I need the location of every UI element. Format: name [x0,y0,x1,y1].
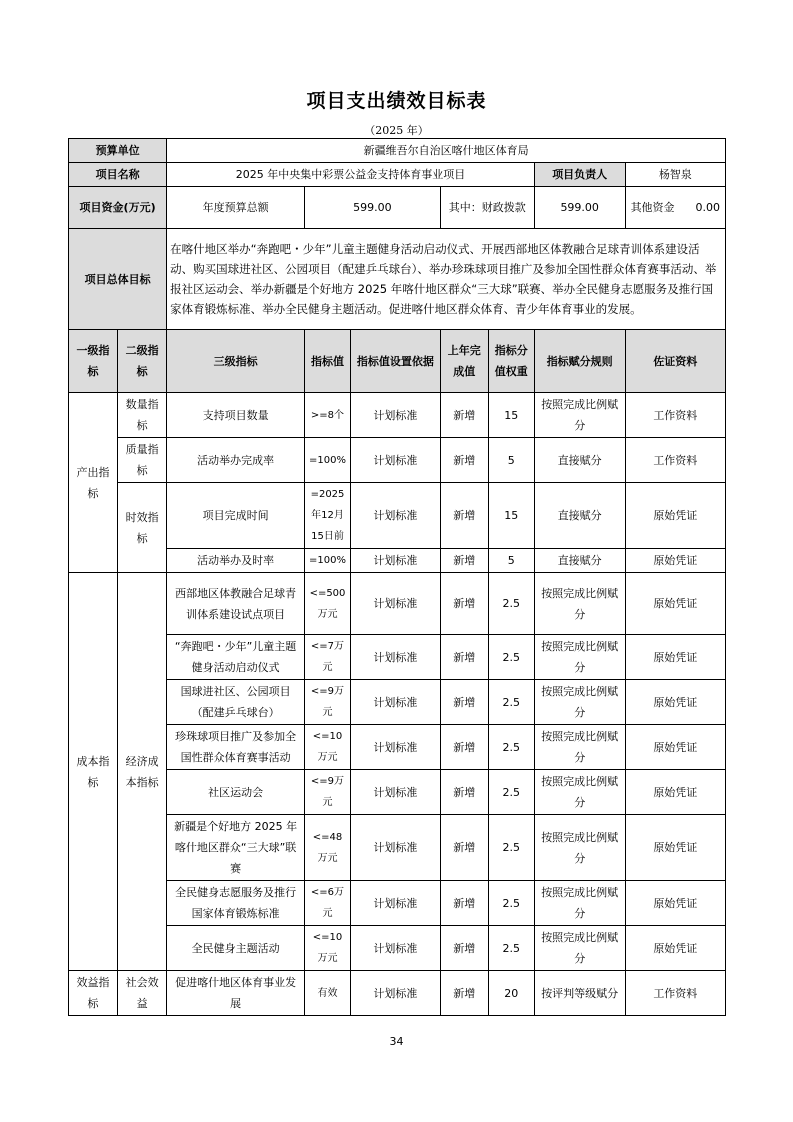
cell-rule: 直接赋分 [534,438,625,483]
cell-prev: 新增 [440,483,488,549]
other-funds-label: 其他资金 [630,201,675,214]
cell-weight: 2.5 [488,815,534,881]
header-weight: 指标分值权重 [488,330,534,393]
table-row [69,573,726,635]
cell-prev: 新增 [440,815,488,881]
cell-name: 国球进社区、公园项目（配建乒乓球台） [167,680,305,725]
cell-prev: 新增 [440,635,488,680]
cell-evidence: 原始凭证 [625,680,725,725]
table-row [69,549,726,573]
level2-cell: 数量指标 [118,393,167,438]
cell-basis: 计划标准 [350,881,440,926]
cell-weight: 2.5 [488,680,534,725]
cell-value: <=10万元 [305,926,351,971]
cell-value: <=500万元 [305,573,351,635]
cell-rule: 直接赋分 [534,549,625,573]
cell-evidence: 原始凭证 [625,926,725,971]
header-rule: 指标赋分规则 [534,330,625,393]
table-row [69,881,726,926]
cell-basis: 计划标准 [350,815,440,881]
cell-evidence: 工作资料 [625,438,725,483]
table-row [69,635,726,680]
cell-weight: 5 [488,549,534,573]
cell-rule: 按照完成比例赋分 [534,393,625,438]
annual-budget-label: 年度预算总额 [167,187,305,229]
cell-basis: 计划标准 [350,438,440,483]
cell-basis: 计划标准 [350,770,440,815]
cell-name: 新疆是个好地方 2025 年喀什地区群众“三大球”联赛 [167,815,305,881]
budget-unit-value: 新疆维吾尔自治区喀什地区体育局 [167,139,726,163]
cell-prev: 新增 [440,770,488,815]
cell-value: =2025年12月15日前 [305,483,351,549]
cell-name: 全民健身志愿服务及推行国家体育锻炼标准 [167,881,305,926]
cell-rule: 按照完成比例赋分 [534,725,625,770]
header-value: 指标值 [305,330,351,393]
table-row [69,815,726,881]
cell-evidence: 原始凭证 [625,635,725,680]
cell-name: 西部地区体教融合足球青训体系建设试点项目 [167,573,305,635]
table-row [69,926,726,971]
header-level1: 一级指标 [69,330,118,393]
table-row [69,680,726,725]
header-row [69,330,726,393]
cell-rule: 按照完成比例赋分 [534,770,625,815]
level1-cell: 产出指标 [69,393,118,573]
cell-evidence: 工作资料 [625,971,725,1016]
cell-basis: 计划标准 [350,725,440,770]
cell-basis: 计划标准 [350,483,440,549]
cell-weight: 20 [488,971,534,1016]
cell-rule: 按照完成比例赋分 [534,573,625,635]
table-row [69,438,726,483]
cell-weight: 5 [488,438,534,483]
cell-evidence: 原始凭证 [625,725,725,770]
cell-rule: 按照完成比例赋分 [534,881,625,926]
cell-name: 活动举办及时率 [167,549,305,573]
table-row [69,770,726,815]
budget-unit-label: 预算单位 [69,139,167,163]
cell-evidence: 原始凭证 [625,815,725,881]
project-name-value: 2025 年中央集中彩票公益金支持体育事业项目 [167,163,535,187]
cell-weight: 2.5 [488,770,534,815]
cell-value: <=10万元 [305,725,351,770]
cell-name: 项目完成时间 [167,483,305,549]
funds-label: 项目资金(万元) [69,187,167,229]
cell-rule: 直接赋分 [534,483,625,549]
header-evidence: 佐证资料 [625,330,725,393]
header-level3: 三级指标 [167,330,305,393]
goal-text: 在喀什地区举办“奔跑吧・少年”儿童主题健身活动启动仪式、开展西部地区体教融合足球青训体系建设活动、购买国球进社区、公园项目（配建乒乓球台）、举办珍珠球项目推广及参加全国性群众体育赛事活动、举报社区运动会、举办新疆是个好地方 2025 年喀什地区群众“三大球”联赛、举办全民健身志愿服务及推行国家体育锻炼标准、举办全民健身主题活动。促进喀什地区群众体育、青少年体育事业的发展。 [167,229,726,330]
level2-cell: 经济成本指标 [118,573,167,971]
project-name-label: 项目名称 [69,163,167,187]
cell-basis: 计划标准 [350,680,440,725]
annual-budget-value: 599.00 [305,187,441,229]
cell-evidence: 原始凭证 [625,770,725,815]
cell-weight: 2.5 [488,881,534,926]
cell-name: “奔跑吧・少年”儿童主题健身活动启动仪式 [167,635,305,680]
cell-value: <=9万元 [305,680,351,725]
cell-name: 支持项目数量 [167,393,305,438]
table-row [69,971,726,1016]
page-title: 项目支出绩效目标表 [306,90,487,112]
cell-value: <=48万元 [305,815,351,881]
cell-value: <=9万元 [305,770,351,815]
cell-value: <=6万元 [305,881,351,926]
fiscal-label: 其中：财政拨款 [440,187,534,229]
cell-basis: 计划标准 [350,393,440,438]
cell-value: >=8个 [305,393,351,438]
cell-prev: 新增 [440,680,488,725]
cell-prev: 新增 [440,725,488,770]
cell-evidence: 原始凭证 [625,549,725,573]
cell-weight: 2.5 [488,725,534,770]
table-row [69,725,726,770]
cell-weight: 2.5 [488,635,534,680]
cell-prev: 新增 [440,438,488,483]
cell-value: <=7万元 [305,635,351,680]
header-level2: 二级指标 [118,330,167,393]
cell-prev: 新增 [440,393,488,438]
cell-rule: 按照完成比例赋分 [534,635,625,680]
cell-value: 有效 [305,971,351,1016]
cell-value: =100% [305,438,351,483]
level2-cell: 质量指标 [118,438,167,483]
cell-weight: 15 [488,393,534,438]
table-row [69,483,726,549]
cell-rule: 按评判等级赋分 [534,971,625,1016]
page-number: 34 [389,1035,404,1048]
level1-cell: 成本指标 [69,573,118,971]
level2-cell: 时效指标 [118,483,167,573]
cell-prev: 新增 [440,971,488,1016]
person-value: 杨智泉 [625,163,725,187]
cell-prev: 新增 [440,926,488,971]
table-row [69,393,726,438]
cell-name: 全民健身主题活动 [167,926,305,971]
cell-evidence: 原始凭证 [625,573,725,635]
cell-weight: 2.5 [488,573,534,635]
cell-evidence: 原始凭证 [625,483,725,549]
cell-rule: 按照完成比例赋分 [534,680,625,725]
fiscal-value: 599.00 [534,187,625,229]
cell-name: 活动举办完成率 [167,438,305,483]
cell-basis: 计划标准 [350,573,440,635]
cell-prev: 新增 [440,549,488,573]
cell-prev: 新增 [440,573,488,635]
cell-basis: 计划标准 [350,549,440,573]
goal-label: 项目总体目标 [69,229,167,330]
cell-basis: 计划标准 [350,926,440,971]
cell-evidence: 原始凭证 [625,881,725,926]
performance-table [68,138,726,1016]
cell-name: 珍珠球项目推广及参加全国性群众体育赛事活动 [167,725,305,770]
cell-value: =100% [305,549,351,573]
cell-basis: 计划标准 [350,635,440,680]
level2-cell: 社会效益 [118,971,167,1016]
cell-rule: 按照完成比例赋分 [534,815,625,881]
cell-name: 社区运动会 [167,770,305,815]
cell-rule: 按照完成比例赋分 [534,926,625,971]
header-prev: 上年完成值 [440,330,488,393]
other-funds [625,187,725,229]
cell-evidence: 工作资料 [625,393,725,438]
cell-weight: 15 [488,483,534,549]
level1-cell: 效益指标 [69,971,118,1016]
year-label: （2025 年） [364,124,429,137]
person-label: 项目负责人 [534,163,625,187]
cell-name: 促进喀什地区体育事业发展 [167,971,305,1016]
header-basis: 指标值设置依据 [350,330,440,393]
cell-basis: 计划标准 [350,971,440,1016]
cell-weight: 2.5 [488,926,534,971]
other-funds-value: 0.00 [695,201,721,214]
cell-prev: 新增 [440,881,488,926]
